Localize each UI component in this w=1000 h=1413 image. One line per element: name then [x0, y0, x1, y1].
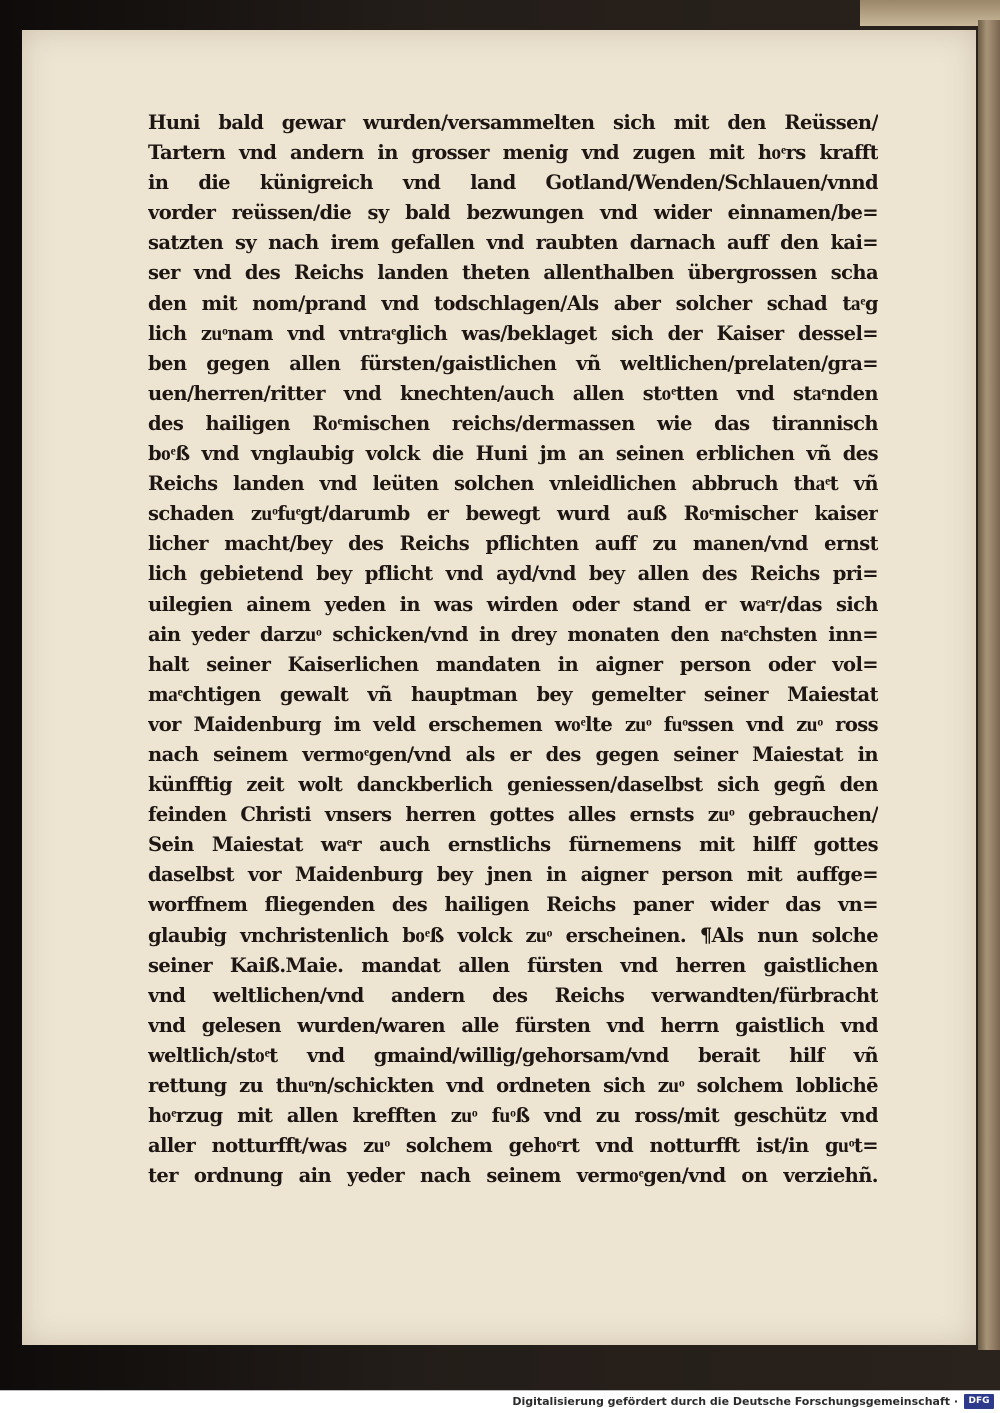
text-line: Huni bald gewar wurden/versammelten sich mit den Reüssen/ [148, 111, 878, 134]
text-line: nach seinem vermoͤgen/vnd als er des gegen seiner Maiestat in [148, 742, 878, 766]
text-line: vnd gelesen wurden/waren alle fürsten vnd herrn gaistlich vnd [148, 1013, 878, 1037]
text-line: des hailigen Roͤmischen reichs/dermassen wie das tirannisch [148, 411, 878, 435]
text-line: in die künigreich vnd land Gotland/Wenden/Schlauen/vnnd [148, 171, 878, 195]
dfg-logo: DFG [964, 1394, 994, 1409]
text-line: ain yeder darzuͦ schicken/vnd in drey monaten den naͤchsten inn= [148, 622, 878, 646]
text-line: vorder reüssen/die sy bald bezwungen vnd wider einnamen/be= [148, 201, 878, 225]
text-line: feinden Christi vnsers herren gottes alles ernsts zuͦ gebrauchen/ [148, 803, 878, 827]
text-line: licher macht/bey des Reichs pflichten auff zu manen/vnd ernst [148, 532, 878, 556]
text-line: glaubig vnchristenlich boͤß volck zuͦ erscheinen. ¶Als nun solche [148, 923, 878, 947]
text-line: ser vnd des Reichs landen theten allenthalben übergrossen scha [148, 261, 878, 285]
text-line: hoͤrzug mit allen krefften zuͦ fuͦß vnd zu ross/mit geschütz vnd [148, 1104, 878, 1128]
text-line: boͤß vnd vnglaubig volck die Huni jm an seinen erblichen vñ des [148, 442, 878, 466]
text-line: vnd weltlichen/vnd andern des Reichs verwandten/fürbracht [148, 983, 878, 1007]
text-line: schaden zuͦfuͤgt/darumb er bewegt wurd auß Roͤmischer kaiser [148, 502, 878, 526]
text-line: rettung zu thuͦn/schickten vnd ordneten sich zuͦ solchem loblichē [148, 1074, 878, 1097]
text-line: den mit nom/prand vnd todschlagen/Als aber solcher schad taͤg [148, 291, 878, 315]
text-line: Tartern vnd andern in grosser menig vnd zugen mit hoͤrs krafft [148, 141, 878, 165]
text-line: lich zuͦnam vnd vntraͤglich was/beklaget sich der Kaiser dessel= [148, 321, 878, 345]
text-line: ter ordnung ain yeder nach seinem vermoͤgen/vnd on verziehñ. [148, 1164, 878, 1188]
text-line: Reichs landen vnd leüten solchen vnleidlichen abbruch thaͤt vñ [148, 472, 878, 496]
footer-credit-text: Digitalisierung gefördert durch die Deutsche Forschungsgemeinschaft · [512, 1395, 958, 1408]
text-line: ben gegen allen fürsten/gaistlichen vñ weltlichen/prelaten/gra= [148, 351, 878, 375]
text-line: Sein Maiestat waͤr auch ernstlichs fürnemens mit hilff gottes [148, 833, 878, 857]
text-line: uen/herren/ritter vnd knechten/auch allen stoͤtten vnd staͤnden [148, 381, 878, 405]
adjacent-page-edge-right [978, 20, 1000, 1350]
text-line: lich gebietend bey pflicht vnd ayd/vnd bey allen des Reichs pri= [148, 562, 878, 586]
text-line: worffnem fliegenden des hailigen Reichs paner wider das vn= [148, 893, 878, 917]
text-line: künfftig zeit wolt danckberlich geniessen/daselbst sich gegñ den [148, 773, 878, 797]
text-line: satzten sy nach irem gefallen vnd raubten darnach auff den kai= [148, 231, 878, 255]
text-line: daselbst vor Maidenburg bey jnen in aigner person mit auffge= [148, 863, 878, 887]
page-text-block [148, 108, 878, 1191]
text-line: weltlich/stoͤt vnd gmaind/willig/gehorsam/vnd berait hilf vñ [148, 1043, 878, 1067]
text-line: halt seiner Kaiserlichen mandaten in aigner person oder vol= [148, 652, 878, 676]
digitization-footer [0, 1390, 1000, 1413]
text-line: maͤchtigen gewalt vñ hauptman bey gemelter seiner Maiestat [148, 682, 878, 706]
text-line: vor Maidenburg im veld erschemen woͤlte zuͦ fuͦssen vnd zuͦ ross [148, 712, 878, 736]
text-line: aller notturfft/was zuͦ solchem gehoͤrt vnd notturfft ist/in guͦt= [148, 1134, 878, 1158]
text-line: seiner Kaiß.Maie. mandat allen fürsten vnd herren gaistlichen [148, 953, 878, 977]
text-line: uilegien ainem yeden in was wirden oder stand er waͤr/das sich [148, 592, 878, 616]
